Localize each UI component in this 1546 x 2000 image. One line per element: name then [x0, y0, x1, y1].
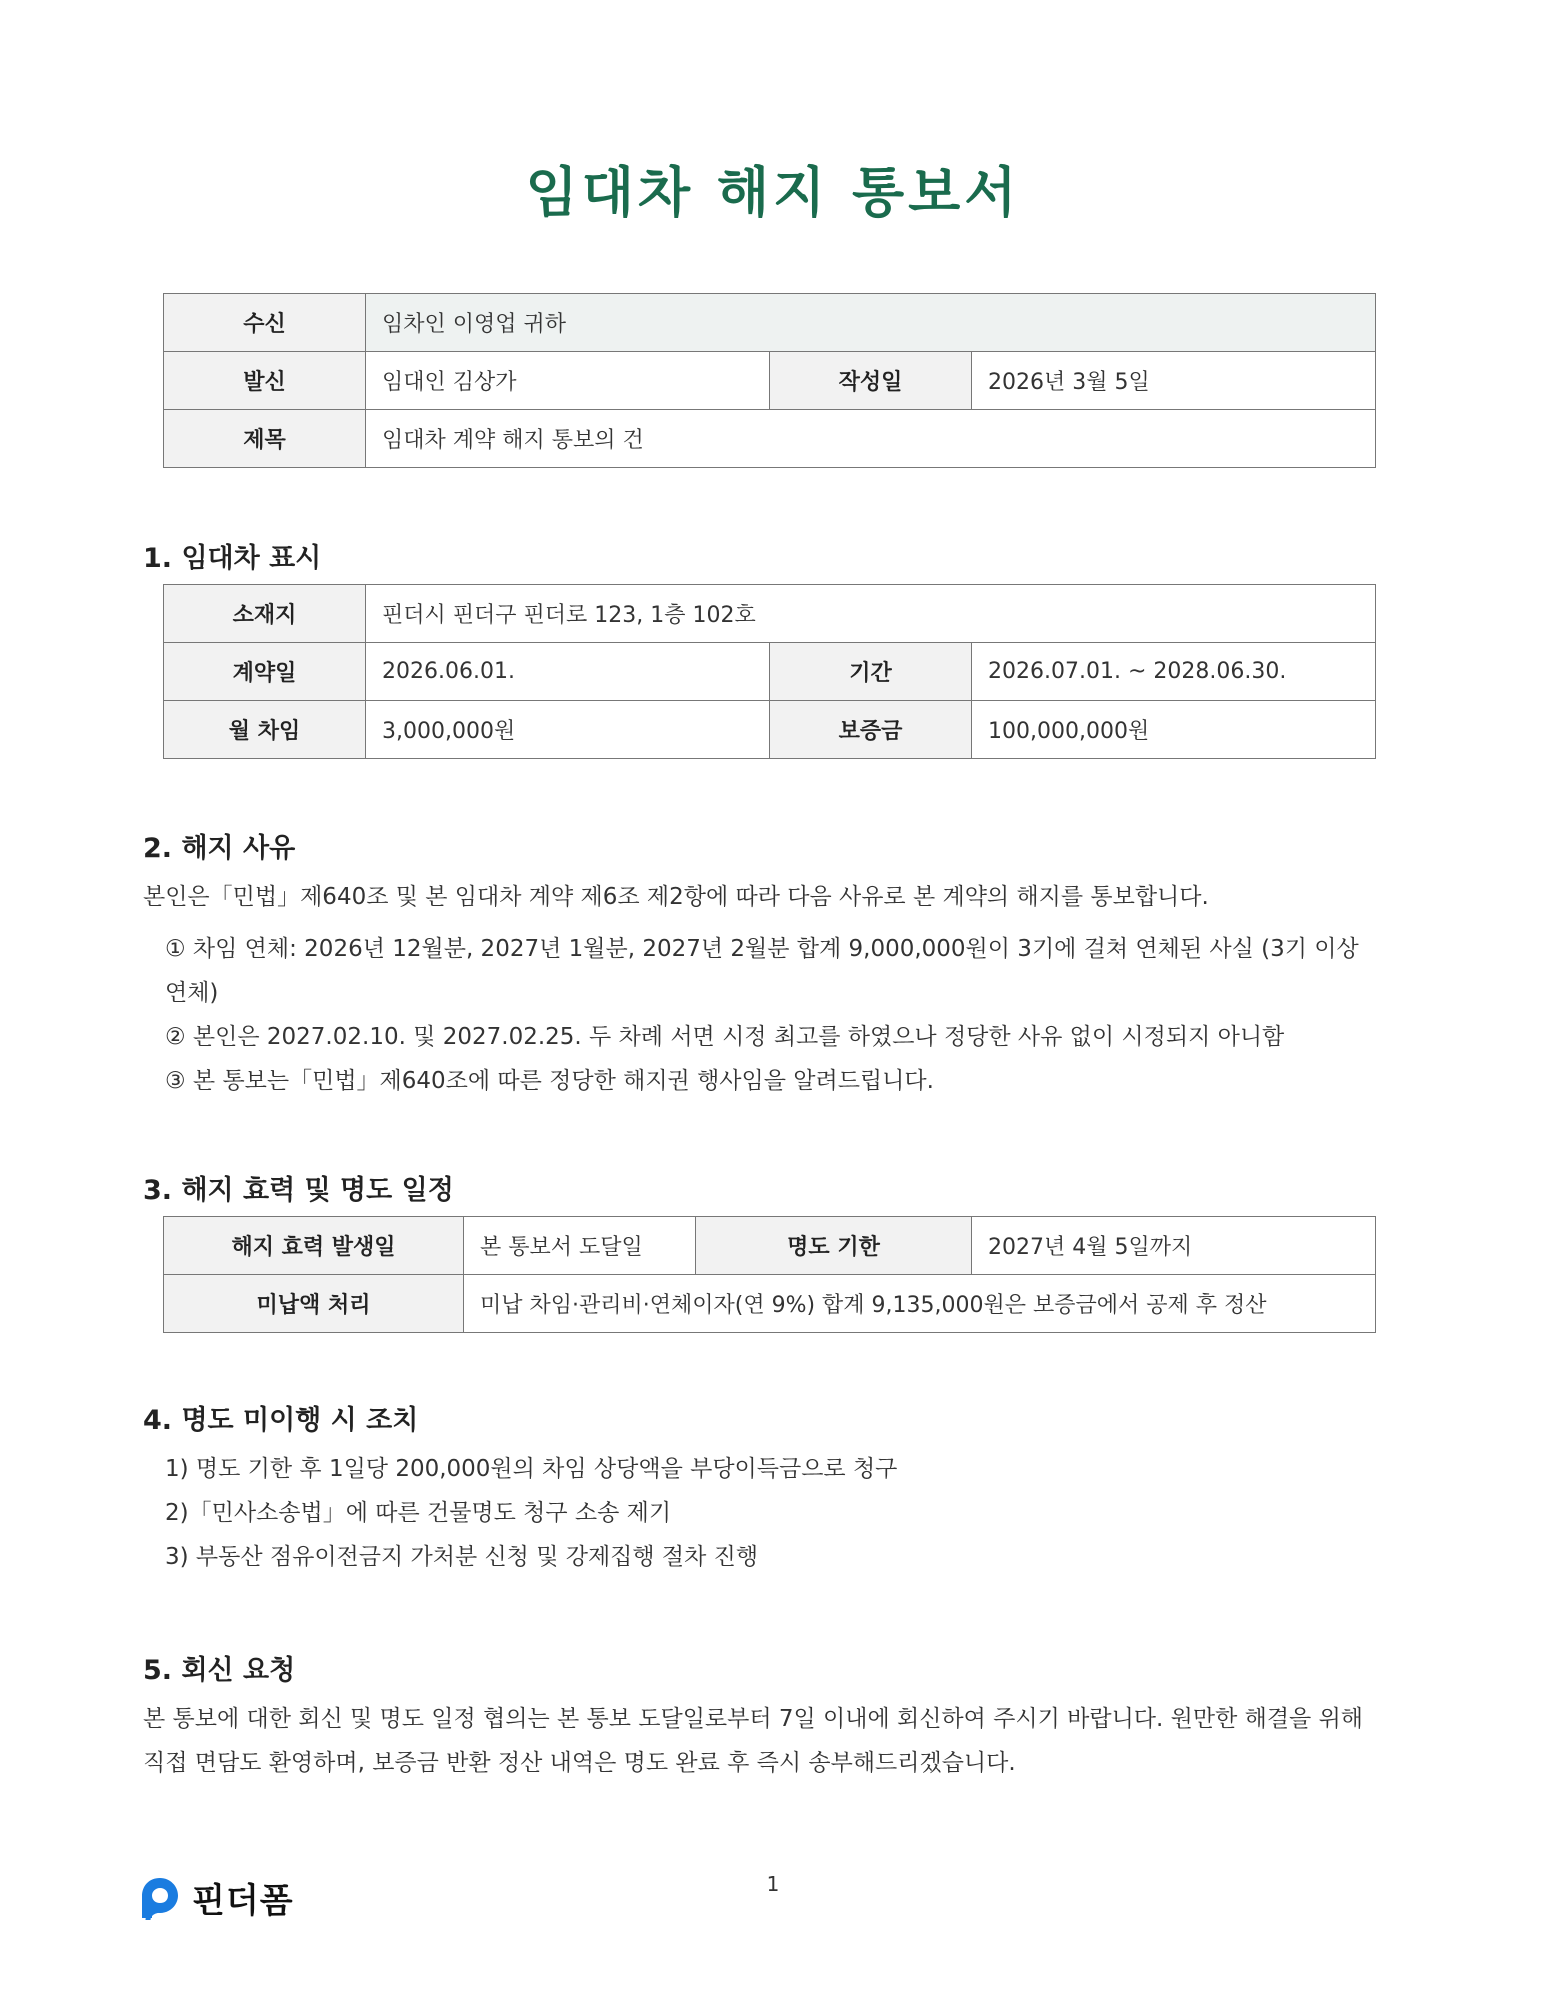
subject-value: 임대차 계약 해지 통보의 건: [366, 410, 1376, 468]
section1-title: 1. 임대차 표시: [143, 543, 322, 574]
page-title: 임대차 해지 통보서: [525, 161, 1021, 224]
reason-list: [165, 927, 1380, 1103]
brand-logo: [140, 1873, 294, 1922]
deposit-value: 100,000,000원: [972, 701, 1376, 759]
section5-title: 5. 회신 요청: [143, 1655, 296, 1686]
list-item: 2)「민사소송법」에 따른 건물명도 청구 소송 제기: [165, 1500, 672, 1526]
contract-date-value: 2026.06.01.: [366, 643, 770, 701]
lease-table: [163, 584, 1376, 759]
page-number: 1: [766, 1872, 780, 1896]
contract-date-label: 계약일: [164, 643, 366, 701]
address-label: 소재지: [164, 585, 366, 643]
sender-row: [164, 352, 1376, 410]
address-row: [164, 585, 1376, 643]
contract-row: [164, 643, 1376, 701]
rent-value: 3,000,000원: [366, 701, 770, 759]
period-label: 기간: [770, 643, 972, 701]
effective-row: [164, 1217, 1376, 1275]
section2-title: 2. 해지 사유: [143, 833, 296, 864]
subject-row: [164, 410, 1376, 468]
deposit-label: 보증금: [770, 701, 972, 759]
unpaid-label: 미납액 처리: [164, 1275, 464, 1333]
deadline-value: 2027년 4월 5일까지: [972, 1217, 1376, 1275]
unpaid-row: [164, 1275, 1376, 1333]
unpaid-value: 미납 차임·관리비·연체이자(연 9%) 합계 9,135,000원은 보증금에서 공제 후 정산: [464, 1275, 1376, 1333]
date-label: 작성일: [770, 352, 972, 410]
section3-title: 3. 해지 효력 및 명도 일정: [143, 1175, 454, 1206]
section4-title: 4. 명도 미이행 시 조치: [143, 1405, 419, 1436]
subject-label: 제목: [164, 410, 366, 468]
sender-label: 발신: [164, 352, 366, 410]
effective-value: 본 통보서 도달일: [464, 1217, 696, 1275]
section2-intro: 본인은「민법」제640조 및 본 임대차 계약 제6조 제2항에 따라 다음 사유로 본 계약의 해지를 통보합니다.: [143, 884, 1209, 910]
list-item: 3) 부동산 점유이전금지 가처분 신청 및 강제집행 절차 진행: [165, 1544, 759, 1570]
termination-table: [163, 1216, 1376, 1333]
rent-row: [164, 701, 1376, 759]
recipient-row: [164, 294, 1376, 352]
list-item: ① 차임 연체: 2026년 12월분, 2027년 1월분, 2027년 2월분 합계 9,000,000원이 3기에 걸쳐 연체된 사실 (3기 이상 연체): [165, 936, 1359, 1006]
list-item: 1) 명도 기한 후 1일당 200,000원의 차임 상당액을 부당이득금으로 청구: [165, 1456, 898, 1482]
sender-value: 임대인 김상가: [366, 352, 770, 410]
header-table: [163, 293, 1376, 468]
effective-label: 해지 효력 발생일: [164, 1217, 464, 1275]
section5-body: 본 통보에 대한 회신 및 명도 일정 협의는 본 통보 도달일로부터 7일 이내에 회신하여 주시기 바랍니다. 원만한 해결을 위해 직접 면담도 환영하며, 보증금 반환 정산 내역은 명도 완료 후 즉시 송부해드리겠습니다.: [143, 1706, 1364, 1776]
list-item: ② 본인은 2027.02.10. 및 2027.02.25. 두 차례 서면 시정 최고를 하였으나 정당한 사유 없이 시정되지 아니함: [165, 1024, 1285, 1050]
finderform-logo-icon: [140, 1876, 180, 1920]
period-value: 2026.07.01. ~ 2028.06.30.: [972, 643, 1376, 701]
recipient-label: 수신: [164, 294, 366, 352]
action-list: [165, 1447, 1375, 1579]
date-value: 2026년 3월 5일: [972, 352, 1376, 410]
rent-label: 월 차임: [164, 701, 366, 759]
recipient-value: 임차인 이영업 귀하: [366, 294, 1376, 352]
deadline-label: 명도 기한: [696, 1217, 972, 1275]
logo-text: 핀더폼: [192, 1881, 294, 1921]
list-item: ③ 본 통보는「민법」제640조에 따른 정당한 해지권 행사임을 알려드립니다.: [165, 1068, 934, 1094]
address-value: 핀더시 핀더구 핀더로 123, 1층 102호: [366, 585, 1376, 643]
